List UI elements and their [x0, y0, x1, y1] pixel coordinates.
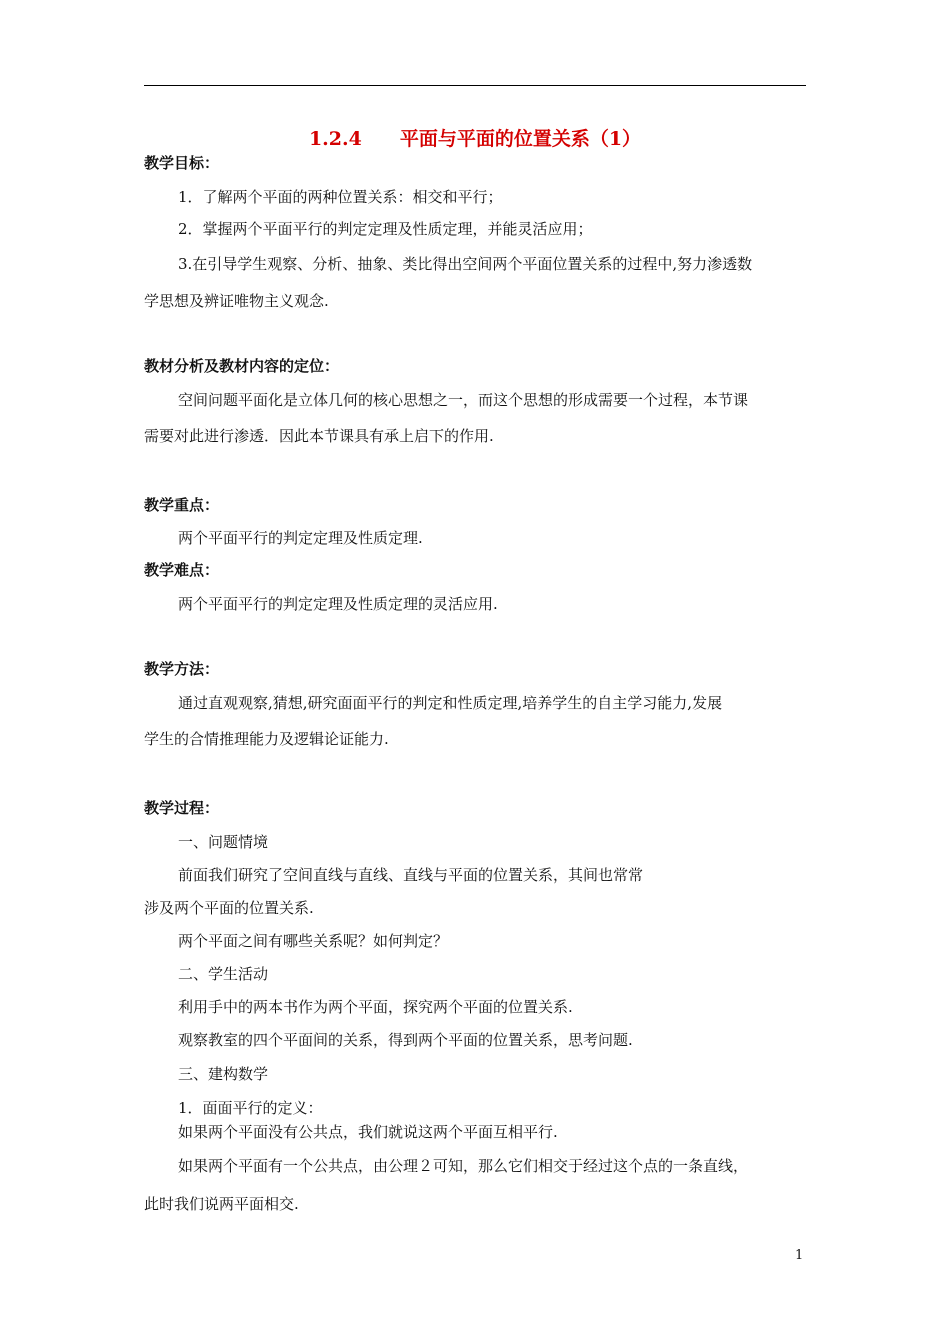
process-line-1: 一、问题情境	[178, 833, 269, 851]
objective-item-1: 1．了解两个平面的两种位置关系：相交和平行；	[178, 188, 503, 206]
process-line-9: 1．面面平行的定义：	[178, 1099, 323, 1117]
header-rule	[144, 85, 806, 86]
objective-item-3-continued: 学思想及辨证唯物主义观念.	[144, 292, 329, 310]
key-points-text: 两个平面平行的判定定理及性质定理.	[178, 529, 423, 547]
objective-item-2: 2．掌握两个平面平行的判定定理及性质定理，并能灵活应用；	[178, 220, 593, 238]
methods-heading: 教学方法：	[144, 660, 220, 678]
process-line-12: 此时我们说两平面相交.	[144, 1195, 299, 1213]
process-heading: 教学过程：	[144, 799, 220, 817]
analysis-line-1: 空间问题平面化是立体几何的核心思想之一，而这个思想的形成需要一个过程，本节课	[178, 391, 749, 409]
objectives-heading: 教学目标：	[144, 154, 220, 172]
analysis-line-2: 需要对此进行渗透．因此本节课具有承上启下的作用.	[144, 427, 494, 445]
process-line-6: 利用手中的两本书作为两个平面，探究两个平面的位置关系.	[178, 998, 573, 1016]
methods-line-2: 学生的合情推理能力及逻辑论证能力.	[144, 730, 389, 748]
process-line-3: 涉及两个平面的位置关系.	[144, 899, 314, 917]
page-title: 1.2.4 平面与平面的位置关系（1）	[308, 128, 642, 150]
process-line-2: 前面我们研究了空间直线与直线、直线与平面的位置关系，其间也常常	[178, 866, 644, 884]
process-line-5: 二、学生活动	[178, 965, 269, 983]
process-line-7: 观察教室的四个平面间的关系，得到两个平面的位置关系，思考问题.	[178, 1031, 633, 1049]
process-line-4: 两个平面之间有哪些关系呢？如何判定？	[178, 932, 449, 950]
process-line-8: 三、建构数学	[178, 1065, 269, 1083]
objective-item-3: 3.在引导学生观察、分析、抽象、类比得出空间两个平面位置关系的过程中,努力渗透数	[178, 255, 753, 273]
key-points-heading: 教学重点：	[144, 496, 220, 514]
difficulties-text: 两个平面平行的判定定理及性质定理的灵活应用.	[178, 595, 498, 613]
methods-line-1: 通过直观观察,猜想,研究面面平行的判定和性质定理,培养学生的自主学习能力,发展	[178, 694, 723, 712]
process-line-11: 如果两个平面有一个公共点，由公理２可知，那么它们相交于经过这个点的一条直线，	[178, 1157, 749, 1175]
process-line-10: 如果两个平面没有公共点，我们就说这两个平面互相平行.	[178, 1123, 558, 1141]
difficulties-heading: 教学难点：	[144, 561, 220, 579]
analysis-heading: 教材分析及教材内容的定位：	[144, 357, 340, 375]
page-number: 1	[795, 1248, 804, 1263]
